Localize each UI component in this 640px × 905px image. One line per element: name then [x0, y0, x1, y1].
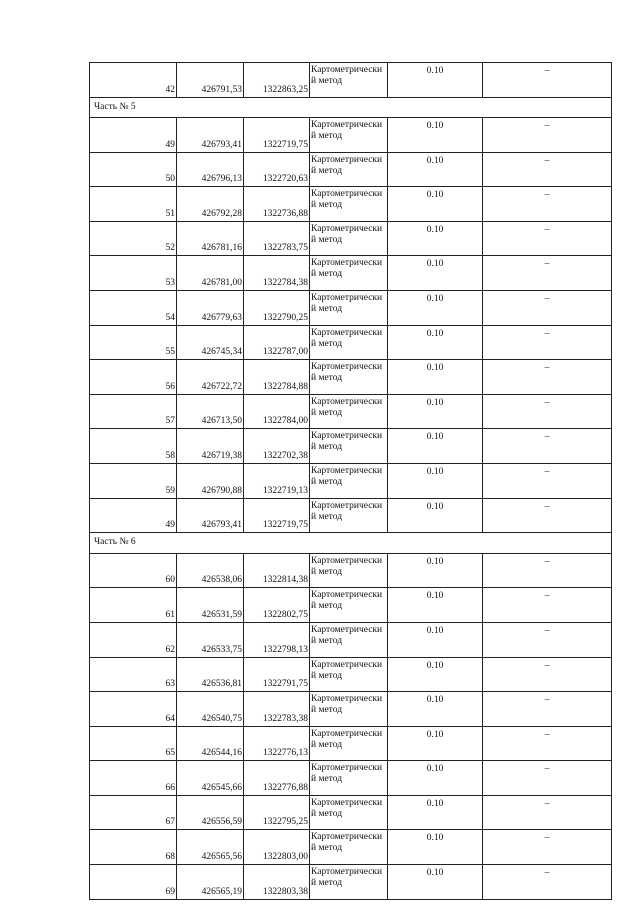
point-number-cell: 65 — [90, 726, 177, 761]
x-coordinate-cell: 426781,00 — [177, 256, 244, 291]
point-number-cell: 68 — [90, 830, 177, 865]
table-row — [90, 795, 612, 830]
method-cell: Картометрический метод — [310, 187, 388, 222]
method-cell: Картометрический метод — [310, 830, 388, 865]
section-header-row — [90, 97, 612, 118]
description-cell: – — [483, 830, 612, 865]
y-coordinate-cell: 1322783,38 — [244, 692, 310, 727]
y-coordinate-cell: 1322719,13 — [244, 464, 310, 499]
precision-cell: 0.10 — [388, 553, 483, 588]
coordinates-table-body — [90, 63, 612, 900]
point-number-cell: 54 — [90, 291, 177, 326]
x-coordinate-cell: 426790,88 — [177, 464, 244, 499]
description-cell: – — [483, 221, 612, 256]
x-coordinate-cell: 426713,50 — [177, 394, 244, 429]
method-cell: Картометрический метод — [310, 692, 388, 727]
precision-cell: 0.10 — [388, 152, 483, 187]
description-cell: – — [483, 360, 612, 395]
x-coordinate-cell: 426533,75 — [177, 622, 244, 657]
x-coordinate-cell: 426781,16 — [177, 221, 244, 256]
description-cell: – — [483, 657, 612, 692]
precision-cell: 0.10 — [388, 291, 483, 326]
description-cell: – — [483, 795, 612, 830]
description-cell: – — [483, 692, 612, 727]
method-cell: Картометрический метод — [310, 429, 388, 464]
table-row — [90, 622, 612, 657]
y-coordinate-cell: 1322803,00 — [244, 830, 310, 865]
description-cell: – — [483, 726, 612, 761]
y-coordinate-cell: 1322783,75 — [244, 221, 310, 256]
x-coordinate-cell: 426544,16 — [177, 726, 244, 761]
y-coordinate-cell: 1322736,88 — [244, 187, 310, 222]
method-cell: Картометрический метод — [310, 394, 388, 429]
x-coordinate-cell: 426545,66 — [177, 761, 244, 796]
x-coordinate-cell: 426719,38 — [177, 429, 244, 464]
x-coordinate-cell: 426745,34 — [177, 325, 244, 360]
method-cell: Картометрический метод — [310, 622, 388, 657]
x-coordinate-cell: 426536,81 — [177, 657, 244, 692]
y-coordinate-cell: 1322776,13 — [244, 726, 310, 761]
table-row — [90, 588, 612, 623]
table-row — [90, 187, 612, 222]
precision-cell: 0.10 — [388, 394, 483, 429]
point-number-cell: 61 — [90, 588, 177, 623]
table-row — [90, 63, 612, 98]
y-coordinate-cell: 1322798,13 — [244, 622, 310, 657]
x-coordinate-cell: 426796,13 — [177, 152, 244, 187]
description-cell: – — [483, 63, 612, 98]
point-number-cell: 53 — [90, 256, 177, 291]
point-number-cell: 58 — [90, 429, 177, 464]
table-row — [90, 692, 612, 727]
description-cell: – — [483, 498, 612, 533]
table-row — [90, 221, 612, 256]
precision-cell: 0.10 — [388, 360, 483, 395]
point-number-cell: 59 — [90, 464, 177, 499]
table-row — [90, 152, 612, 187]
point-number-cell: 52 — [90, 221, 177, 256]
table-row — [90, 553, 612, 588]
method-cell: Картометрический метод — [310, 865, 388, 900]
precision-cell: 0.10 — [388, 865, 483, 900]
method-cell: Картометрический метод — [310, 761, 388, 796]
y-coordinate-cell: 1322719,75 — [244, 118, 310, 153]
method-cell: Картометрический метод — [310, 657, 388, 692]
description-cell: – — [483, 325, 612, 360]
table-row — [90, 498, 612, 533]
coordinates-table — [89, 62, 612, 900]
description-cell: – — [483, 118, 612, 153]
description-cell: – — [483, 865, 612, 900]
table-row — [90, 394, 612, 429]
x-coordinate-cell: 426791,53 — [177, 63, 244, 98]
y-coordinate-cell: 1322784,00 — [244, 394, 310, 429]
description-cell: – — [483, 256, 612, 291]
point-number-cell: 42 — [90, 63, 177, 98]
y-coordinate-cell: 1322702,38 — [244, 429, 310, 464]
precision-cell: 0.10 — [388, 63, 483, 98]
method-cell: Картометрический метод — [310, 118, 388, 153]
precision-cell: 0.10 — [388, 187, 483, 222]
x-coordinate-cell: 426540,75 — [177, 692, 244, 727]
table-row — [90, 360, 612, 395]
description-cell: – — [483, 588, 612, 623]
x-coordinate-cell: 426556,59 — [177, 795, 244, 830]
description-cell: – — [483, 152, 612, 187]
point-number-cell: 62 — [90, 622, 177, 657]
method-cell: Картометрический метод — [310, 498, 388, 533]
table-row — [90, 830, 612, 865]
method-cell: Картометрический метод — [310, 726, 388, 761]
y-coordinate-cell: 1322719,75 — [244, 498, 310, 533]
section-header-row — [90, 533, 612, 554]
description-cell: – — [483, 187, 612, 222]
precision-cell: 0.10 — [388, 325, 483, 360]
x-coordinate-cell: 426565,56 — [177, 830, 244, 865]
point-number-cell: 55 — [90, 325, 177, 360]
precision-cell: 0.10 — [388, 221, 483, 256]
x-coordinate-cell: 426565,19 — [177, 865, 244, 900]
precision-cell: 0.10 — [388, 464, 483, 499]
method-cell: Картометрический метод — [310, 256, 388, 291]
y-coordinate-cell: 1322784,38 — [244, 256, 310, 291]
y-coordinate-cell: 1322790,25 — [244, 291, 310, 326]
table-row — [90, 726, 612, 761]
point-number-cell: 57 — [90, 394, 177, 429]
description-cell: – — [483, 429, 612, 464]
y-coordinate-cell: 1322720,63 — [244, 152, 310, 187]
point-number-cell: 51 — [90, 187, 177, 222]
table-row — [90, 657, 612, 692]
method-cell: Картометрический метод — [310, 152, 388, 187]
y-coordinate-cell: 1322863,25 — [244, 63, 310, 98]
method-cell: Картометрический метод — [310, 553, 388, 588]
method-cell: Картометрический метод — [310, 63, 388, 98]
y-coordinate-cell: 1322787,00 — [244, 325, 310, 360]
table-row — [90, 464, 612, 499]
point-number-cell: 49 — [90, 118, 177, 153]
precision-cell: 0.10 — [388, 795, 483, 830]
section-title: Часть № 6 — [90, 533, 612, 554]
point-number-cell: 67 — [90, 795, 177, 830]
description-cell: – — [483, 394, 612, 429]
precision-cell: 0.10 — [388, 657, 483, 692]
section-title: Часть № 5 — [90, 97, 612, 118]
x-coordinate-cell: 426792,28 — [177, 187, 244, 222]
precision-cell: 0.10 — [388, 118, 483, 153]
point-number-cell: 50 — [90, 152, 177, 187]
method-cell: Картометрический метод — [310, 588, 388, 623]
description-cell: – — [483, 464, 612, 499]
precision-cell: 0.10 — [388, 588, 483, 623]
table-row — [90, 761, 612, 796]
table-row — [90, 256, 612, 291]
y-coordinate-cell: 1322784,88 — [244, 360, 310, 395]
precision-cell: 0.10 — [388, 761, 483, 796]
precision-cell: 0.10 — [388, 256, 483, 291]
method-cell: Картометрический метод — [310, 464, 388, 499]
x-coordinate-cell: 426793,41 — [177, 118, 244, 153]
description-cell: – — [483, 761, 612, 796]
point-number-cell: 60 — [90, 553, 177, 588]
precision-cell: 0.10 — [388, 429, 483, 464]
description-cell: – — [483, 291, 612, 326]
description-cell: – — [483, 553, 612, 588]
point-number-cell: 49 — [90, 498, 177, 533]
table-row — [90, 865, 612, 900]
y-coordinate-cell: 1322814,38 — [244, 553, 310, 588]
point-number-cell: 64 — [90, 692, 177, 727]
y-coordinate-cell: 1322795,25 — [244, 795, 310, 830]
precision-cell: 0.10 — [388, 622, 483, 657]
table-row — [90, 291, 612, 326]
point-number-cell: 69 — [90, 865, 177, 900]
x-coordinate-cell: 426779,63 — [177, 291, 244, 326]
table-row — [90, 325, 612, 360]
y-coordinate-cell: 1322803,38 — [244, 865, 310, 900]
precision-cell: 0.10 — [388, 726, 483, 761]
point-number-cell: 66 — [90, 761, 177, 796]
table-row — [90, 429, 612, 464]
table-row — [90, 118, 612, 153]
y-coordinate-cell: 1322802,75 — [244, 588, 310, 623]
x-coordinate-cell: 426531,59 — [177, 588, 244, 623]
x-coordinate-cell: 426793,41 — [177, 498, 244, 533]
point-number-cell: 63 — [90, 657, 177, 692]
method-cell: Картометрический метод — [310, 360, 388, 395]
method-cell: Картометрический метод — [310, 291, 388, 326]
description-cell: – — [483, 622, 612, 657]
precision-cell: 0.10 — [388, 498, 483, 533]
y-coordinate-cell: 1322791,75 — [244, 657, 310, 692]
x-coordinate-cell: 426722,72 — [177, 360, 244, 395]
method-cell: Картометрический метод — [310, 795, 388, 830]
precision-cell: 0.10 — [388, 830, 483, 865]
point-number-cell: 56 — [90, 360, 177, 395]
precision-cell: 0.10 — [388, 692, 483, 727]
y-coordinate-cell: 1322776,88 — [244, 761, 310, 796]
x-coordinate-cell: 426538,06 — [177, 553, 244, 588]
method-cell: Картометрический метод — [310, 221, 388, 256]
method-cell: Картометрический метод — [310, 325, 388, 360]
